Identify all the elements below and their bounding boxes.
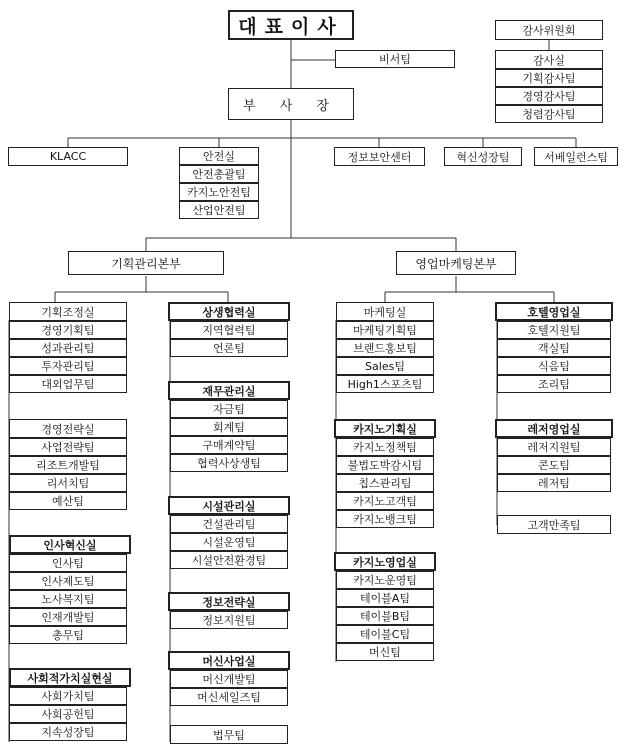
- team-box: 불법도박감시팀: [336, 456, 434, 474]
- office-head: 사회적가치실현실: [9, 668, 131, 687]
- team-box: 투자관리팀: [9, 357, 127, 375]
- team-box: 경영기획팀: [9, 321, 127, 339]
- office-head: 상생협력실: [168, 302, 290, 321]
- office-head: 기획조정실: [9, 302, 127, 321]
- team-box: 카지노고객팀: [336, 492, 434, 510]
- team-box: 건설관리팀: [170, 515, 288, 533]
- team-box: 콘도팀: [497, 456, 611, 474]
- team-box: 구매계약팀: [170, 436, 288, 454]
- office-head: 경영전략실: [9, 419, 127, 438]
- team-box: 정보지원팀: [170, 611, 288, 629]
- team-box: 시설안전환경팀: [170, 551, 288, 569]
- office-head: 호텔영업실: [495, 302, 613, 321]
- planning-division: 기획관리본부: [68, 251, 224, 275]
- ceo-box: 대표이사: [228, 10, 354, 40]
- team-box: 머신세일즈팀: [170, 688, 288, 706]
- office-head: 카지노기획실: [334, 419, 436, 438]
- audit-team: 청렴감사팀: [495, 105, 603, 123]
- team-box: 테이블B팀: [336, 607, 434, 625]
- team-box: 총무팀: [9, 626, 127, 644]
- office-head: 마케팅실: [336, 302, 434, 321]
- team-box: 언론팀: [170, 339, 288, 357]
- team-box: 대외업무팀: [9, 375, 127, 393]
- office-head: 재무관리실: [168, 381, 290, 400]
- team-box: 노사복지팀: [9, 590, 127, 608]
- team-box: 자금팀: [170, 400, 288, 418]
- team-box: High1스포츠팀: [336, 375, 434, 393]
- team-box: 인사제도팀: [9, 572, 127, 590]
- audit-team: 기획감사팀: [495, 69, 603, 87]
- team-box: 사회가치팀: [9, 687, 127, 705]
- office-head: 머신사업실: [168, 651, 290, 670]
- team-box: 리조트개발팀: [9, 456, 127, 474]
- team-box: 카지노뱅크팀: [336, 510, 434, 528]
- team-box: 카지노운영팀: [336, 571, 434, 589]
- safety-team: 산업안전팀: [179, 201, 259, 219]
- office-head: 인사혁신실: [9, 535, 131, 554]
- team-box: 머신팀: [336, 643, 434, 661]
- team-box: 식음팀: [497, 357, 611, 375]
- sales-division: 영업마케팅본부: [396, 251, 516, 275]
- secretary-team: 비서팀: [335, 50, 455, 68]
- team-box: 회계팀: [170, 418, 288, 436]
- office-head: 정보전략실: [168, 592, 290, 611]
- safety-team: 안전총괄팀: [179, 165, 259, 183]
- team-box: 성과관리팀: [9, 339, 127, 357]
- legal-team: 법무팀: [170, 725, 288, 744]
- audit-committee: 감사위원회: [495, 20, 603, 40]
- team-box: Sales팀: [336, 357, 434, 375]
- office-head: 카지노영업실: [334, 552, 436, 571]
- audit-team: 경영감사팀: [495, 87, 603, 105]
- team-box: 리서치팀: [9, 474, 127, 492]
- team-box: 지역협력팀: [170, 321, 288, 339]
- office-head: 레저영업실: [495, 419, 613, 438]
- innovation-team: 혁신성장팀: [444, 147, 522, 166]
- team-box: 레저지원팀: [497, 438, 611, 456]
- team-box: 협력사상생팀: [170, 454, 288, 472]
- team-box: 브랜드홍보팀: [336, 339, 434, 357]
- customer-team: 고객만족팀: [497, 515, 611, 534]
- team-box: 사회공헌팀: [9, 705, 127, 723]
- vice-president-box: 부 사 장: [228, 88, 354, 120]
- team-box: 테이블A팀: [336, 589, 434, 607]
- office-head: 시설관리실: [168, 496, 290, 515]
- team-box: 머신개발팀: [170, 670, 288, 688]
- team-box: 마케팅기획팀: [336, 321, 434, 339]
- audit-office: 감사실: [495, 50, 603, 69]
- service-team: 서베일런스팀: [534, 147, 618, 166]
- safety-office: 안전실: [179, 147, 259, 165]
- team-box: 인재개발팀: [9, 608, 127, 626]
- team-box: 카지노정책팀: [336, 438, 434, 456]
- safety-team: 카지노안전팀: [179, 183, 259, 201]
- team-box: 인사팀: [9, 554, 127, 572]
- team-box: 호텔지원팀: [497, 321, 611, 339]
- team-box: 테이블C팀: [336, 625, 434, 643]
- team-box: 객실팀: [497, 339, 611, 357]
- team-box: 예산팀: [9, 492, 127, 510]
- team-box: 칩스관리팀: [336, 474, 434, 492]
- team-box: 레저팀: [497, 474, 611, 492]
- team-box: 시설운영팀: [170, 533, 288, 551]
- team-box: 지속성장팀: [9, 723, 127, 741]
- klacc-box: KLACC: [8, 147, 128, 166]
- infosec-center: 정보보안센터: [334, 147, 425, 166]
- team-box: 사업전략팀: [9, 438, 127, 456]
- team-box: 조리팀: [497, 375, 611, 393]
